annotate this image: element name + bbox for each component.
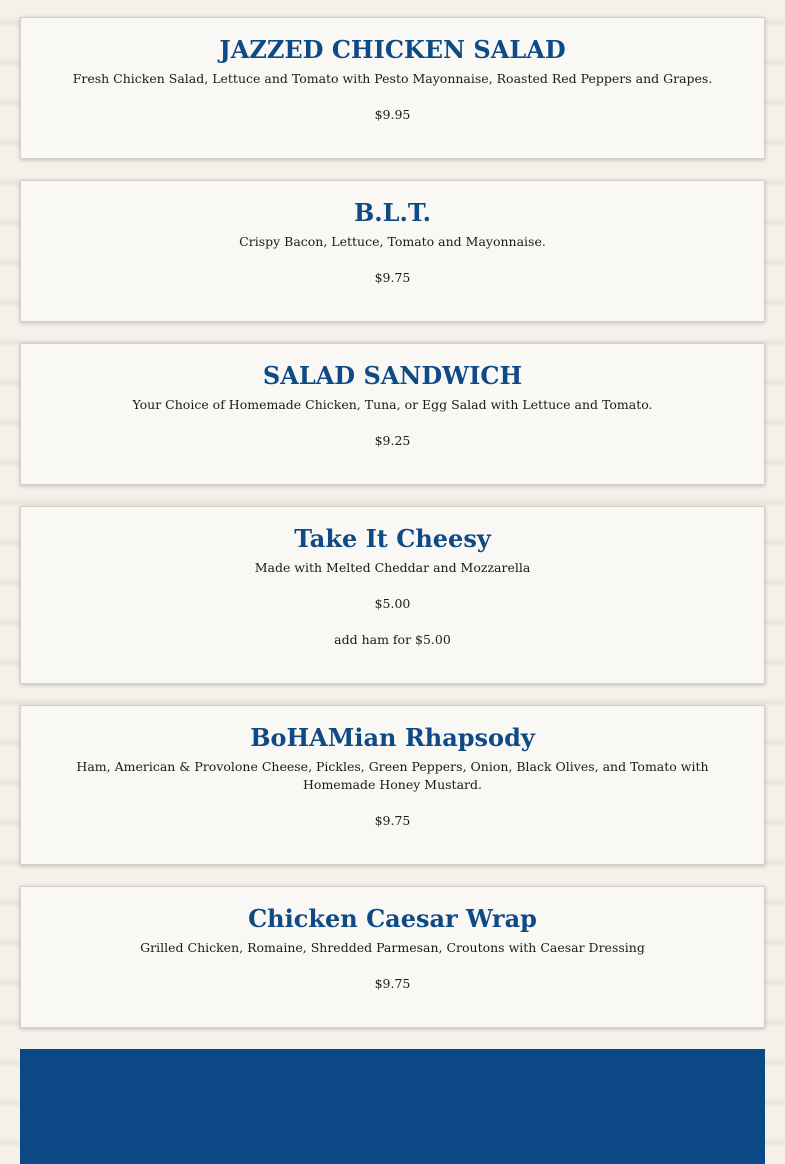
menu-item-title: Take It Cheesy	[294, 524, 491, 553]
menu-item-description: Made with Melted Cheddar and Mozzarella	[254, 560, 531, 575]
menu-item-price: $9.95	[374, 107, 411, 122]
menu-item-title: SALAD SANDWICH	[262, 361, 523, 390]
menu-item-card	[20, 705, 765, 865]
footer-banner	[20, 1049, 765, 1164]
menu-item-card	[20, 886, 765, 1028]
menu-item-card	[20, 180, 765, 322]
menu-item-price: $9.25	[374, 433, 411, 448]
menu-item-price: $5.00	[374, 596, 411, 611]
menu-item-description: Fresh Chicken Salad, Lettuce and Tomato with Pesto Mayonnaise, Roasted Red Peppers and Grapes.	[72, 71, 713, 86]
menu-item-description: Grilled Chicken, Romaine, Shredded Parmesan, Croutons with Caesar Dressing	[140, 940, 645, 955]
menu-item-title: Chicken Caesar Wrap	[248, 904, 537, 933]
menu-item-description: Your Choice of Homemade Chicken, Tuna, or Egg Salad with Lettuce and Tomato.	[132, 397, 653, 412]
menu-item-title: JAZZED CHICKEN SALAD	[219, 35, 566, 64]
menu-item-card	[20, 506, 765, 684]
menu-item-list	[20, 17, 765, 1049]
menu-item-description: Ham, American & Provolone Cheese, Pickles, Green Peppers, Onion, Black Olives, and Tomato with Homemade Honey Mustard.	[76, 759, 709, 792]
menu-item-price: $9.75	[374, 270, 411, 285]
menu-item-description: Crispy Bacon, Lettuce, Tomato and Mayonnaise.	[239, 234, 546, 249]
menu-item-price: $9.75	[374, 976, 411, 991]
menu-item-title: B.L.T.	[354, 198, 431, 227]
menu-item-addon: add ham for $5.00	[334, 632, 451, 647]
menu-item-price: $9.75	[374, 813, 411, 828]
menu-item-card	[20, 343, 765, 485]
menu-item-title: BoHAMian Rhapsody	[250, 723, 535, 752]
menu-item-card	[20, 17, 765, 159]
